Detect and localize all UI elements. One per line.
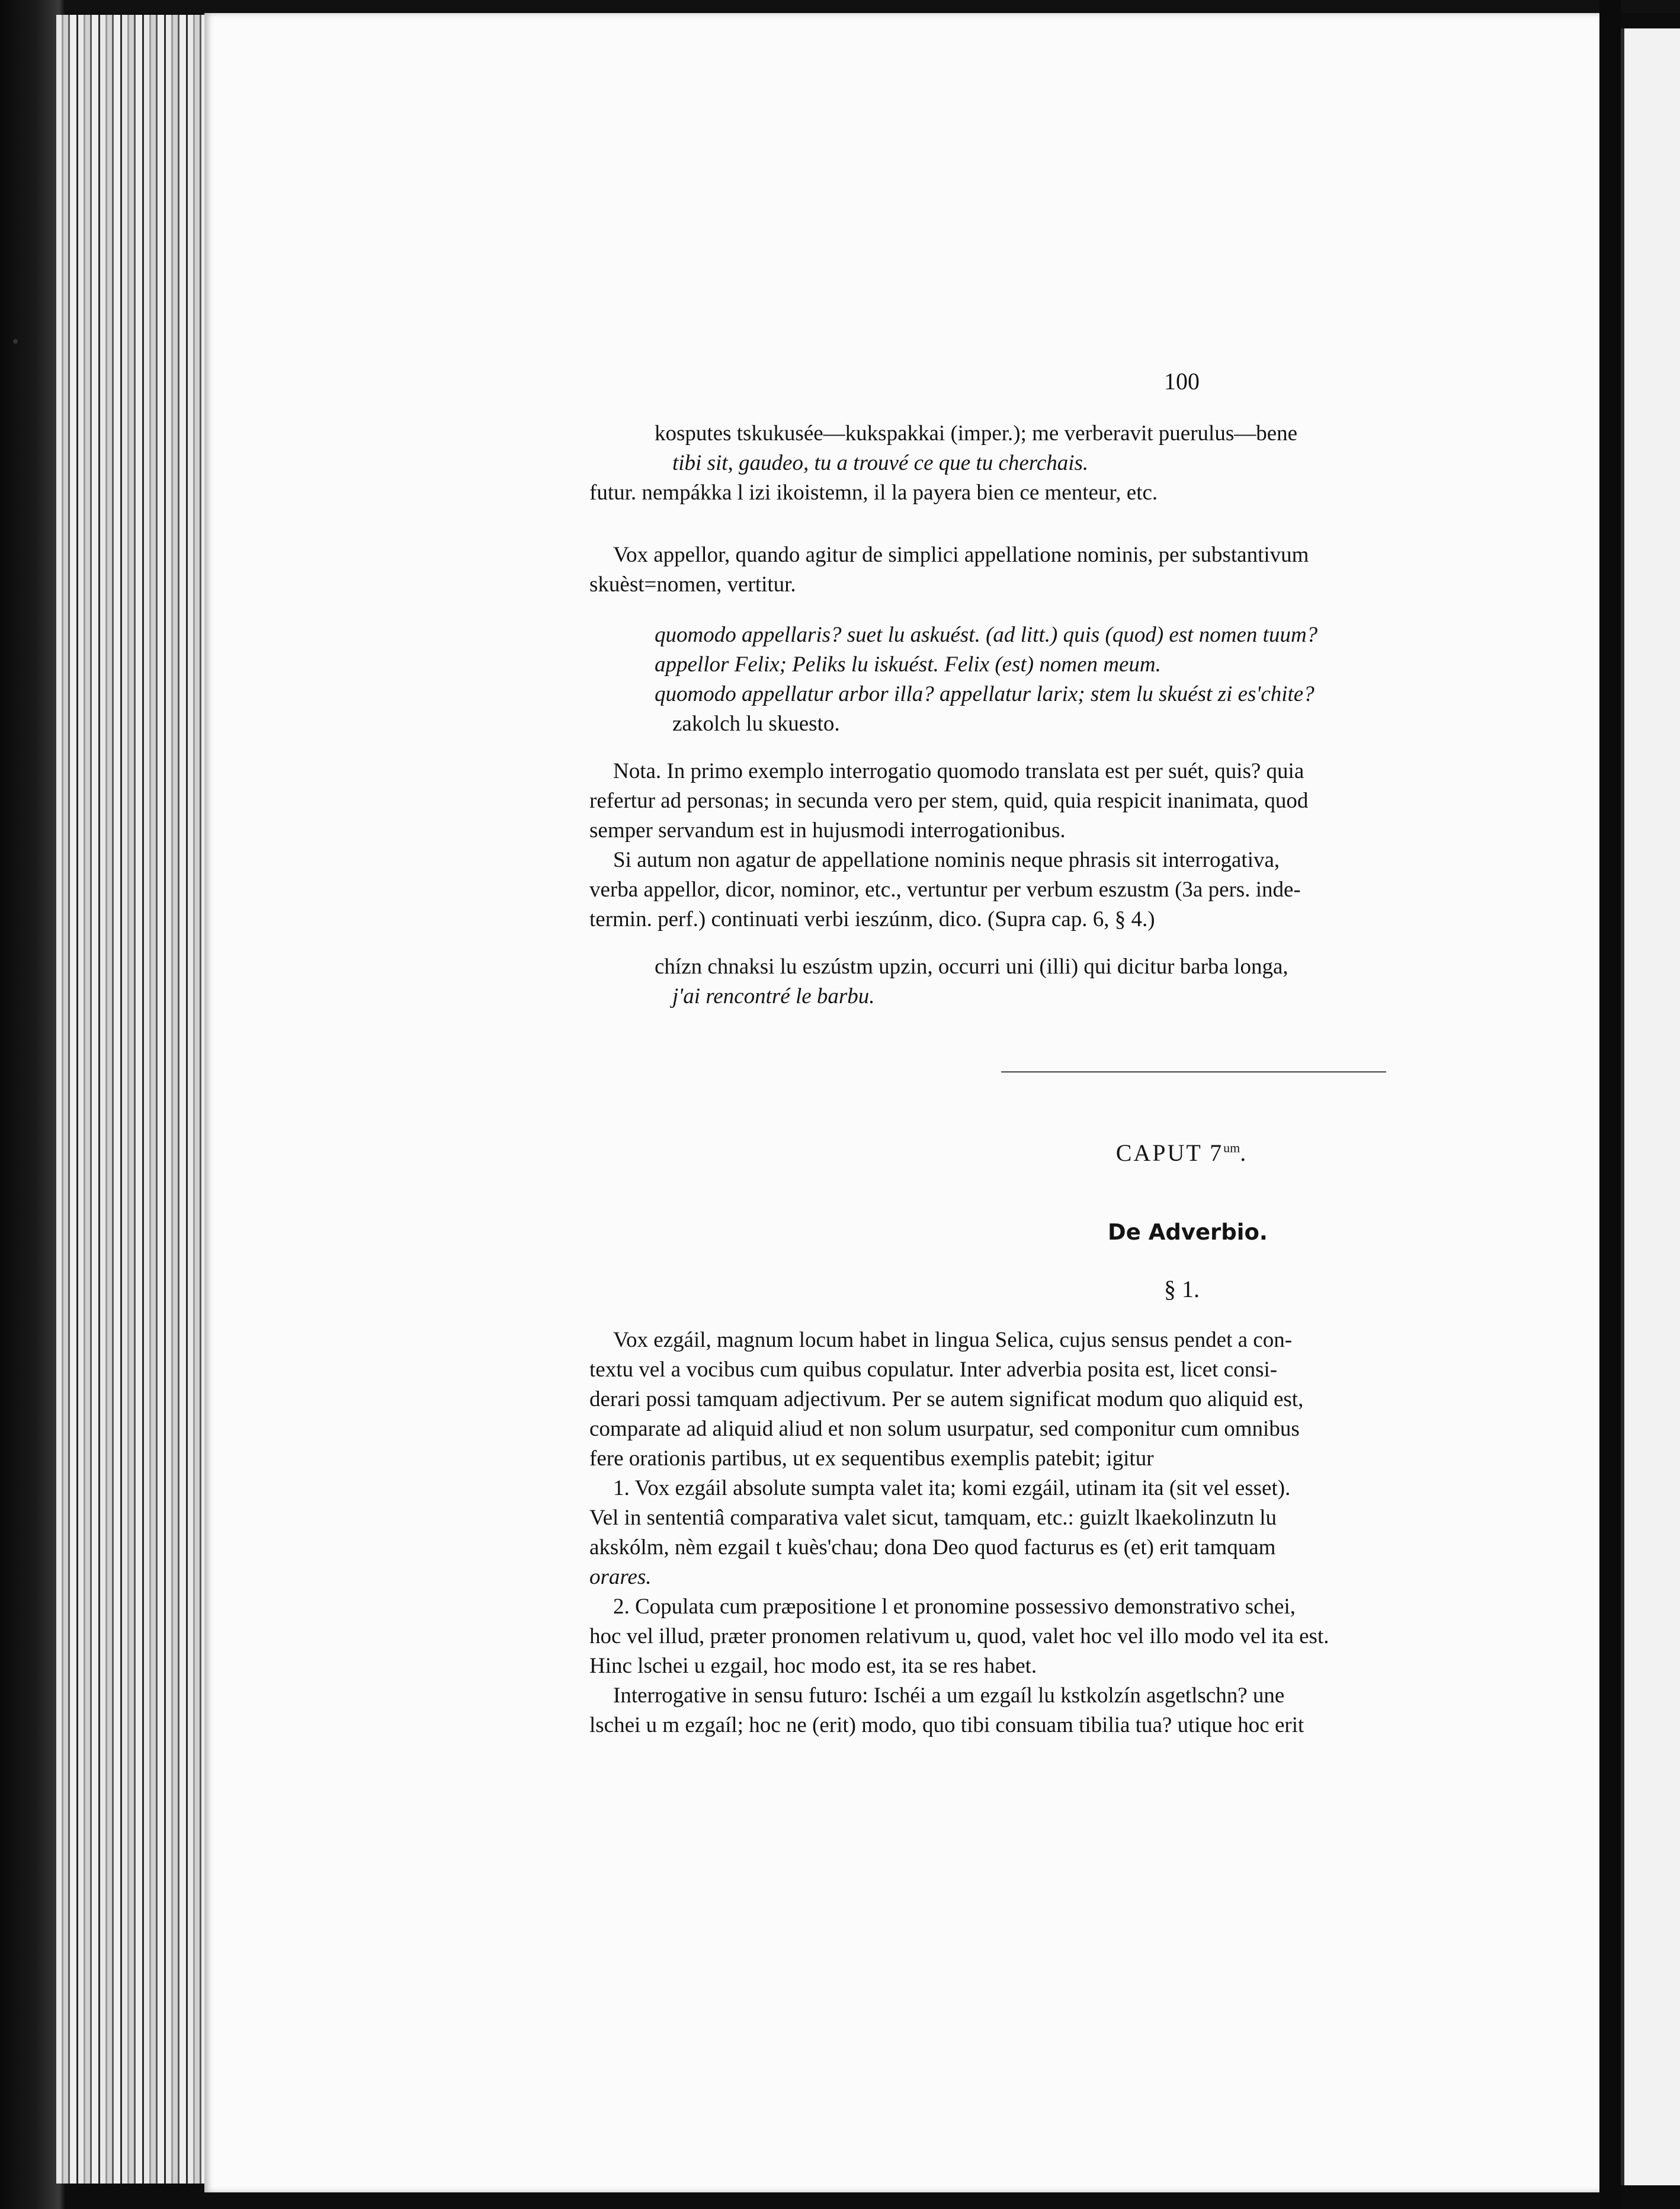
- text-line: termin. perf.) continuati verbi ieszúnm, dico. (Supra cap. 6, § 4.): [589, 907, 1155, 931]
- book-page-edges: [56, 15, 210, 2184]
- text-line: futur. nempákka l izi ikoistemn, il la payera bien ce menteur, etc.: [589, 481, 1158, 505]
- text-line: lschei u m ezgaíl; hoc ne (erit) modo, quo tibi consuam tibilia tua? utique hoc erit: [589, 1713, 1304, 1737]
- text-line: 2. Copulata cum præpositione l et pronomine possessivo demonstrativo schei,: [613, 1595, 1296, 1619]
- text-line: orares.: [589, 1565, 652, 1589]
- text-line: fere orationis partibus, ut ex sequentibus exemplis patebit; igitur: [589, 1446, 1154, 1471]
- section-divider: [1001, 1071, 1386, 1073]
- chapter-heading: CAPUT $7^{um}$.: [1115, 1139, 1248, 1166]
- text-line: Nota. In primo exemplo interrogatio quomodo translata est per suét, quis? quia: [613, 759, 1304, 783]
- text-line: Vox ezgáil, magnum locum habet in lingua Selica, cujus sensus pendet a con-: [613, 1328, 1293, 1352]
- text-line: skuèst=nomen, vertitur.: [589, 572, 796, 597]
- example-line: chízn chnaksi lu eszústm upzin, occurri uni (illi) qui dicitur barba longa,: [655, 955, 1288, 979]
- text-line: Si autum non agatur de appellatione nominis neque phrasis sit interrogativa,: [613, 848, 1280, 872]
- scan-speck: [13, 339, 18, 344]
- adjacent-page-edge: [1621, 28, 1680, 2185]
- example-line: quomodo appellatur arbor illa? appellatur larix; stem lu skuést zi es'chite?: [655, 682, 1314, 706]
- paragraph-mark: § 1.: [1164, 1276, 1200, 1302]
- example-line: appellor Felix; Peliks lu iskuést. Felix (est) nomen meum.: [655, 652, 1161, 677]
- text-line: akskólm, nèm ezgail t kuès'chau; dona Deo quod facturus es (et) erit tamquam: [589, 1535, 1276, 1560]
- text-line: comparate ad aliquid aliud et non solum usurpatur, sed componitur cum omnibus: [589, 1417, 1300, 1441]
- text-line: Interrogative in sensu futuro: Ischéi a um ezgaíl lu kstkolzín asgetlschn? une: [613, 1683, 1285, 1708]
- text-line: hoc vel illud, præter pronomen relativum u, quod, valet hoc vel illo modo vel ita est.: [589, 1624, 1329, 1648]
- section-title: De Adverbio.: [1108, 1219, 1268, 1245]
- text-line: Hinc lschei u ezgail, hoc modo est, ita se res habet.: [589, 1654, 1037, 1678]
- text-line: kosputes tskukusée—kukspakkai (imper.); me verberavit puerulus—bene: [655, 421, 1298, 446]
- text-line: tibi sit, gaudeo, tu a trouvé ce que tu cherchais.: [672, 451, 1089, 475]
- text-line: Vox appellor, quando agitur de simplici appellatione nominis, per substantivum: [613, 543, 1309, 567]
- page-number: 100: [1164, 368, 1200, 395]
- book-page: [204, 13, 1599, 2192]
- example-line: j'ai rencontré le barbu.: [672, 984, 875, 1009]
- text-line: textu vel a vocibus cum quibus copulatur. Inter adverbia posita est, licet consi-: [589, 1358, 1278, 1382]
- scan-top-border: [0, 0, 1680, 13]
- text-line: Vel in sententiâ comparativa valet sicut, tamquam, etc.: guizlt lkaekolinzutn lu: [589, 1506, 1277, 1530]
- text-line: verba appellor, dicor, nominor, etc., vertuntur per verbum eszustm (3a pers. inde-: [589, 878, 1301, 902]
- text-line: refertur ad personas; in secunda vero per stem, quid, quia respicit inanimata, quod: [589, 789, 1309, 813]
- scan-right-gutter: [1599, 0, 1621, 2209]
- example-line: quomodo appellaris? suet lu askuést. (ad litt.) quis (quod) est nomen tuum?: [655, 623, 1318, 647]
- text-line: semper servandum est in hujusmodi interrogationibus.: [589, 818, 1066, 843]
- scan-left-shadow: [0, 0, 65, 2209]
- text-line: 1. Vox ezgáil absolute sumpta valet ita; komi ezgáil, utinam ita (sit vel esset).: [613, 1476, 1291, 1500]
- text-line: derari possi tamquam adjectivum. Per se autem significat modum quo aliquid est,: [589, 1387, 1304, 1411]
- example-line: zakolch lu skuesto.: [672, 712, 840, 736]
